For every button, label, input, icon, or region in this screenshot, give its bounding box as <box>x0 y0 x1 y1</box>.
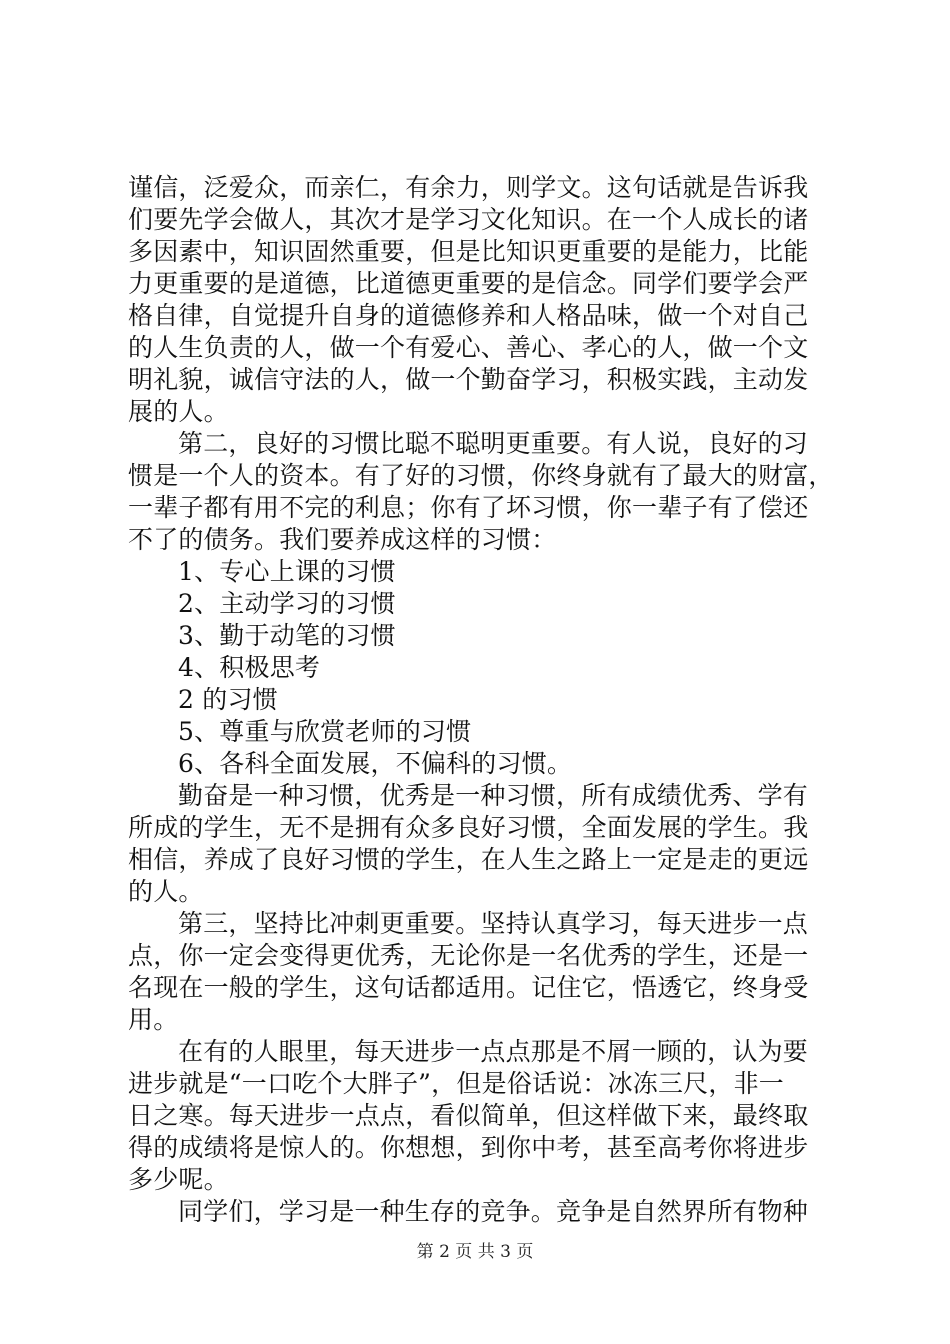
text-line: 在有的人眼里，每天进步一点点那是不屑一顾的，认为要 <box>178 1037 809 1066</box>
text-line: 6、各科全面发展，不偏科的习惯。 <box>178 749 573 778</box>
text-line: 谨信，泛爱众，而亲仁，有余力，则学文。这句话就是告诉我 <box>128 173 809 202</box>
paragraph <box>128 556 834 588</box>
paragraph <box>128 908 834 1036</box>
paragraph <box>128 684 834 716</box>
text-line: 展的人。 <box>128 397 229 426</box>
text-line: 5、尊重与欣赏老师的习惯 <box>178 717 472 746</box>
text-line: 1、专心上课的习惯 <box>178 557 396 586</box>
page-number-label: 第 2 页 共 3 页 <box>416 1242 534 1262</box>
text-line: 一辈子都有用不完的利息；你有了坏习惯，你一辈子有了偿还 <box>128 493 809 522</box>
text-line: 点，你一定会变得更优秀，无论你是一名优秀的学生，还是一 <box>128 941 809 970</box>
text-line: 多少呢。 <box>128 1165 229 1194</box>
text-line: 明礼貌，诚信守法的人，做一个勤奋学习，积极实践，主动发 <box>128 365 809 394</box>
text-line: 4、积极思考 <box>178 653 321 682</box>
paragraph <box>128 748 834 780</box>
paragraph <box>128 652 834 684</box>
text-line: 的人生负责的人，做一个有爱心、善心、孝心的人，做一个文 <box>128 333 809 362</box>
text-line: 日之寒。每天进步一点点，看似简单，但这样做下来，最终取 <box>128 1101 809 1130</box>
text-line: 第二，良好的习惯比聪不聪明更重要。有人说，良好的习 <box>178 429 809 458</box>
text-line: 不了的债务。我们要养成这样的习惯： <box>128 525 557 554</box>
text-line: 3、勤于动笔的习惯 <box>178 621 396 650</box>
paragraph <box>128 428 834 556</box>
text-line: 所成的学生，无不是拥有众多良好习惯，全面发展的学生。我 <box>128 813 809 842</box>
text-line: 多因素中，知识固然重要，但是比知识更重要的是能力，比能 <box>128 237 809 266</box>
text-line: 同学们，学习是一种生存的竞争。竞争是自然界所有物种 <box>178 1197 809 1226</box>
paragraph <box>128 620 834 652</box>
text-line: 格自律，自觉提升自身的道德修养和人格品味，做一个对自己 <box>128 301 809 330</box>
text-line: 用。 <box>128 1005 179 1034</box>
text-line: 得的成绩将是惊人的。你想想，到你中考，甚至高考你将进步 <box>128 1133 809 1162</box>
text-line: 2、主动学习的习惯 <box>178 589 396 618</box>
text-line: 惯是一个人的资本。有了好的习惯，你终身就有了最大的财富， <box>128 461 834 490</box>
text-line: 相信，养成了良好习惯的学生，在人生之路上一定是走的更远 <box>128 845 809 874</box>
paragraph <box>128 1196 834 1228</box>
paragraph <box>128 588 834 620</box>
text-line: 的人。 <box>128 877 204 906</box>
text-line: 进步就是“一口吃个大胖子”，但是俗话说：冰冻三尺，非一 <box>128 1069 784 1098</box>
text-line: 勤奋是一种习惯，优秀是一种习惯，所有成绩优秀、学有 <box>178 781 809 810</box>
document-body <box>128 172 834 1228</box>
paragraph <box>128 716 834 748</box>
paragraph <box>128 1036 834 1196</box>
text-line: 第三，坚持比冲刺更重要。坚持认真学习，每天进步一点 <box>178 909 809 938</box>
text-line: 们要先学会做人，其次才是学习文化知识。在一个人成长的诸 <box>128 205 809 234</box>
text-line: 力更重要的是道德，比道德更重要的是信念。同学们要学会严 <box>128 269 809 298</box>
page-footer <box>0 1240 950 1264</box>
paragraph <box>128 780 834 908</box>
text-line: 名现在一般的学生，这句话都适用。记住它，悟透它，终身受 <box>128 973 809 1002</box>
paragraph <box>128 172 834 428</box>
text-line: 2 的习惯 <box>178 685 278 714</box>
